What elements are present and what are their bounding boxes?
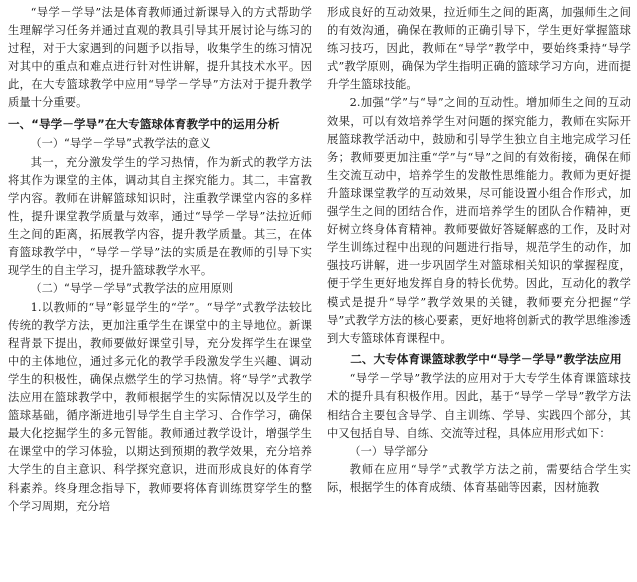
significance-paragraph: 其一，充分激发学生的学习热情，作为新式的教学方法将其作为课堂的主体，调动其自主探究能力。其二，丰富教学内容。教师在讲解篮球知识时，注重教学课堂内容的多样性，提升课堂教学质量与效率，通过“导学－学导”法拉近师生之间的距离，拓展教学内容，提升教学质量。其三，在体育篮球教学中，“导学－学导”法的实质是在教师的引导下实现学生的自主学习，提升篮球教学水平。 — [8, 155, 312, 278]
principle-2-paragraph: 2.加强“学”与“导”之间的互动性。增加师生之间的互动效果，可以有效培养学生对问题的探究能力，教师在实际开展篮球教学活动中，鼓励和引导学生独立自主地完成学习任务；教师要更加注重“学”与“导”之间的有效衔接，确保在师生交流互动中，培养学生的发散性思维能力。教师为更好提升篮球课堂教学的互动效果，尽可能设置小组合作形式，加强学生之间的团结合作，进而培养学生的团队合作精神，更好树立终身体育精神。教师要做好答疑解惑的工作，及时对学生训练过程中出现的问题进行指导，规范学生的动作，加强技巧讲解，进一步巩固学生对篮球相关知识的掌握程度，便于学生更好地发挥自身的特长优势。因此，互动化的教学模式是提升“导学”教学效果的关键，教师要充分把握“学导”式教学方法的核心要素，更好地将创新式的教学思维渗透到大专篮球体育课程中。 — [327, 96, 631, 345]
guided-learning-heading: （一）导学部分 — [349, 444, 429, 458]
subsection-2-heading: （二）“导学－学导”式教学法的应用原则 — [30, 282, 234, 296]
application-intro-paragraph: “导学－学导”教学法的应用对于大专学生体育课篮球技术的提升具有积极作用。因此，基于“导学－学导”教学方法相结合主要包含导学、自主训练、学导、实践四个部分，其中又包括自导、自练、交流等过程，具体应用形式如下： — [327, 372, 631, 440]
subsection-1-heading: （一）“导学－学导”式教学法的意义 — [30, 137, 211, 151]
section-2-heading: 二、大专体育课篮球教学中“导学－学导”教学法应用 — [350, 351, 622, 366]
principle-1-paragraph: 1.以教师的“导”彰显学生的“学”。“导学”式教学法较比传统的教学方法，更加注重学生在课堂中的主导地位。新课程背景下提出，教师要做好课堂引导，充分发挥学生在课堂中的主体地位，通过多元化的教学手段激发学生兴趣、调动学生的积极性，确保点燃学生的学习热情。将“导学”式教学法应用在篮球教学中，教师根据学生的实际情况以及学生的篮球基础，循序渐进地引导学生自主学习、合作学习，确保最大化挖掘学生的多元智能。教师通过教学设计，增强学生在课堂中的学习体验，以期达到预期的教学效果，充分培养大学生的自主意识、科学探究意识，进而形成良好的体育学科素养。终身理念指导下，教师要将体育训练贯穿学生的整个学习周期，充分培 — [8, 300, 312, 513]
right-column — [327, 4, 631, 497]
continuation-paragraph: 形成良好的互动效果，拉近师生之间的距离，加强师生之间的有效沟通，确保在教师的正确引导下，学生更好掌握篮球练习技巧，因此，教师在“导学”教学中，要始终秉持“导学式”教学原则，确保为学生指明正确的篮球学习方向，进而提升学生篮球技能。 — [327, 6, 631, 92]
intro-paragraph: “导学－学导”法是体育教师通过新课导入的方式帮助学生理解学习任务并通过直观的教具引导其开展讨论与练习的过程，对于大家遇到的问题予以指导，收集学生的练习情况对其中的重点和难点进行针对性讲解，提升其技术水平。因此，在大专篮球教学中应用“导学－学导”方法对于提升教学质量十分重要。 — [8, 6, 312, 110]
left-column — [8, 4, 312, 516]
guided-learning-paragraph: 教师在应用“导学”式教学方法之前，需要结合学生实际，根据学生的体育成绩、体育基础等因素，因材施教 — [327, 463, 631, 495]
section-1-heading: 一、“导学－学导”在大专篮球体育教学中的运用分析 — [8, 116, 280, 131]
